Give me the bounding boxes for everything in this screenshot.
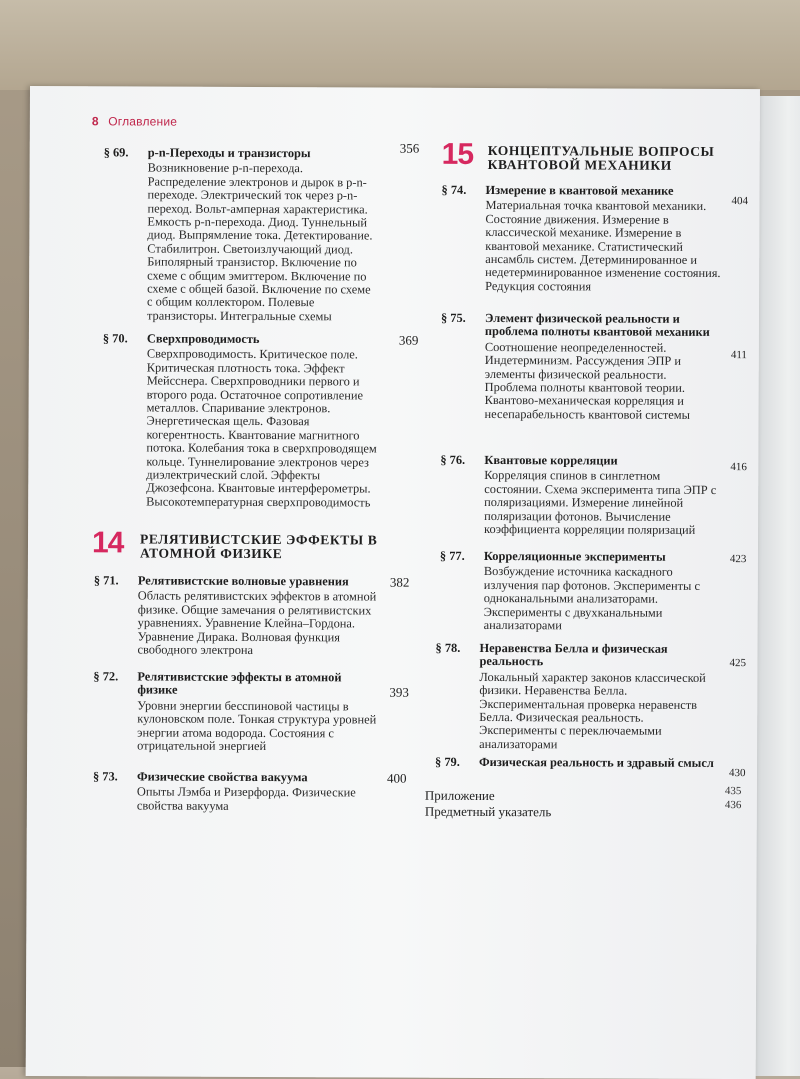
section-page: 430 [728, 767, 746, 780]
section-page: 369 [398, 332, 419, 348]
section-title: Квантовые корреляции [484, 452, 618, 468]
section-number: § 75. [440, 310, 466, 325]
section-title: Измерение в квантовой механике [485, 182, 674, 198]
table-surface [0, 0, 800, 90]
toc-entry-76 [440, 452, 784, 538]
section-title: p-n-Переходы и транзисторы [147, 145, 311, 161]
section-topics: Возникновение p-n-перехода. Распределение электронов и дырок в p-n-переходе. Электрический ток через p-n-переход. Вольт-амперная характеристика. Емкость p-n-перехода. Диод. Туннельный диод. Выпрямление тока. Детектирование. Стабилитрон. Светоизлучающий диод. Биполярный транзистор. Включение по схеме с общим эмиттером. Включение по схеме с общей базой. Включение по схеме с общим коллектором. Полевые транзисторы. Интегральные схемы [146, 160, 373, 324]
section-title: Сверхпроводимость [146, 331, 260, 347]
book-page [26, 86, 760, 1079]
toc-entry-78 [435, 640, 779, 753]
toc-entry-75 [440, 310, 785, 423]
chapter-14-number: 14 [91, 526, 124, 560]
chapter-15-title: КОНЦЕПТУАЛЬНЫЕ ВОПРОСЫ КВАНТОВОЙ МЕХАНИКИ [487, 142, 715, 173]
section-title: Корреляционные эксперименты [483, 548, 666, 564]
section-number: § 79. [435, 754, 460, 769]
section-topics: Корреляция спинов в синглетном состоянии. Схема эксперимента типа ЭПР с поляризациями. Измерение линейной поляризации фотонов. Вычисление коэффициента корреляции поляризаций [484, 468, 717, 537]
section-page: 411 [730, 349, 747, 362]
section-number: § 71. [93, 573, 119, 588]
section-page: 382 [389, 574, 410, 590]
section-page: 356 [399, 140, 420, 156]
section-title: Неравенства Белла и физическая реальность [479, 640, 668, 669]
toc-appendix-page: 435 [724, 785, 742, 798]
section-number: § 72. [93, 669, 119, 684]
toc-entry-69 [103, 140, 448, 325]
section-topics: Возбуждение источника каскадного излучения пар фотонов. Эксперименты с одноканальными анализаторами. Эксперименты с двухканальными анализаторами [483, 564, 701, 633]
section-number: § 69. [103, 145, 129, 160]
section-topics: Локальный характер законов классической физики. Неравенства Белла. Экспериментальная проверка неравенств Белла. Физическая реальность. Эксперименты с переключаемыми анализаторами [479, 669, 706, 752]
section-title: Физическая реальность и здравый смысл [479, 754, 714, 770]
section-title: Релятивистские волновые уравнения [137, 573, 349, 589]
section-number: § 76. [440, 452, 466, 467]
section-page: 416 [730, 461, 747, 474]
section-number: § 70. [102, 331, 128, 346]
toc-index: Предметный указатель [424, 803, 552, 820]
toc-entry-71 [93, 573, 438, 658]
section-number: § 78. [435, 640, 461, 655]
section-topics: Уровни энергии бесспиновой частицы в кулоновском поле. Тонкая структура уровней энергии атома водорода. Состояния с отрицательной энергией [137, 698, 377, 754]
toc-entry-74 [441, 182, 785, 295]
section-page: 393 [389, 684, 409, 700]
running-head [92, 114, 177, 128]
section-topics: Область релятивистских эффектов в атомной физике. Общие замечания о релятивистских уравнениях. Уравнение Клейна–Гордона. Уравнение Дирака. Волновая функция свободного электрона [137, 588, 377, 658]
toc-entry-77 [439, 548, 784, 634]
section-number: § 77. [439, 548, 465, 563]
section-page: 400 [386, 770, 407, 786]
section-title: Релятивистские эффекты в атомной физике [137, 669, 342, 698]
section-page: 404 [731, 195, 749, 208]
toc-entry-72 [93, 669, 437, 754]
section-topics: Сверхпроводимость. Критическое поле. Критическая плотность тока. Эффект Мейсснера. Сверхпроводники первого и второго рода. Остаточное сопротивление металлов. Спаривание электронов. Энергетическая щель. Фазовая когерентность. Квантование магнитного потока. Колебания тока в сверхпроводящем кольце. Туннелирование электронов через диэлектрический слой. Эффекты Джозефсона. Квантовые интерферометры. Высокотемпературная сверхпроводимость [146, 346, 377, 510]
section-topics: Материальная точка квантовой механики. Состояние движения. Измерение в классической механике. Измерение в квантовой механике. Статистический ансамбль систем. Детерминированное и недетерминированное изменение состояния. Редукция состояния [485, 198, 721, 294]
running-head-title: Оглавление [108, 114, 178, 129]
toc-appendix: Приложение [424, 787, 495, 804]
toc-index-page: 436 [724, 799, 742, 812]
section-number: § 73. [92, 769, 118, 784]
section-title: Физические свойства вакуума [136, 769, 308, 785]
section-topics: Соотношение неопределенностей. Индетерминизм. Рассуждения ЭПР и элементы физической реальности. Проблема полноты квантовой теории. Квантово-механическая корреляция и несепарабельность квантовой системы [484, 339, 690, 422]
chapter-14-title: РЕЛЯТИВИСТСКИЕ ЭФФЕКТЫ В АТОМНОЙ ФИЗИКЕ [139, 531, 378, 562]
section-title: Элемент физической реальности и проблема полноты квантовой механики [484, 310, 710, 340]
toc-entry-70 [102, 331, 447, 511]
section-number: § 74. [441, 182, 467, 197]
section-page: 423 [729, 553, 747, 566]
section-page: 425 [729, 657, 747, 670]
toc-entry-73 [92, 769, 437, 814]
toc-entry-79 [435, 754, 779, 780]
page-number: 8 [91, 114, 99, 129]
chapter-15-number: 15 [441, 137, 474, 171]
section-topics: Опыты Лэмба и Ризерфорда. Физические свойства вакуума [136, 784, 356, 813]
